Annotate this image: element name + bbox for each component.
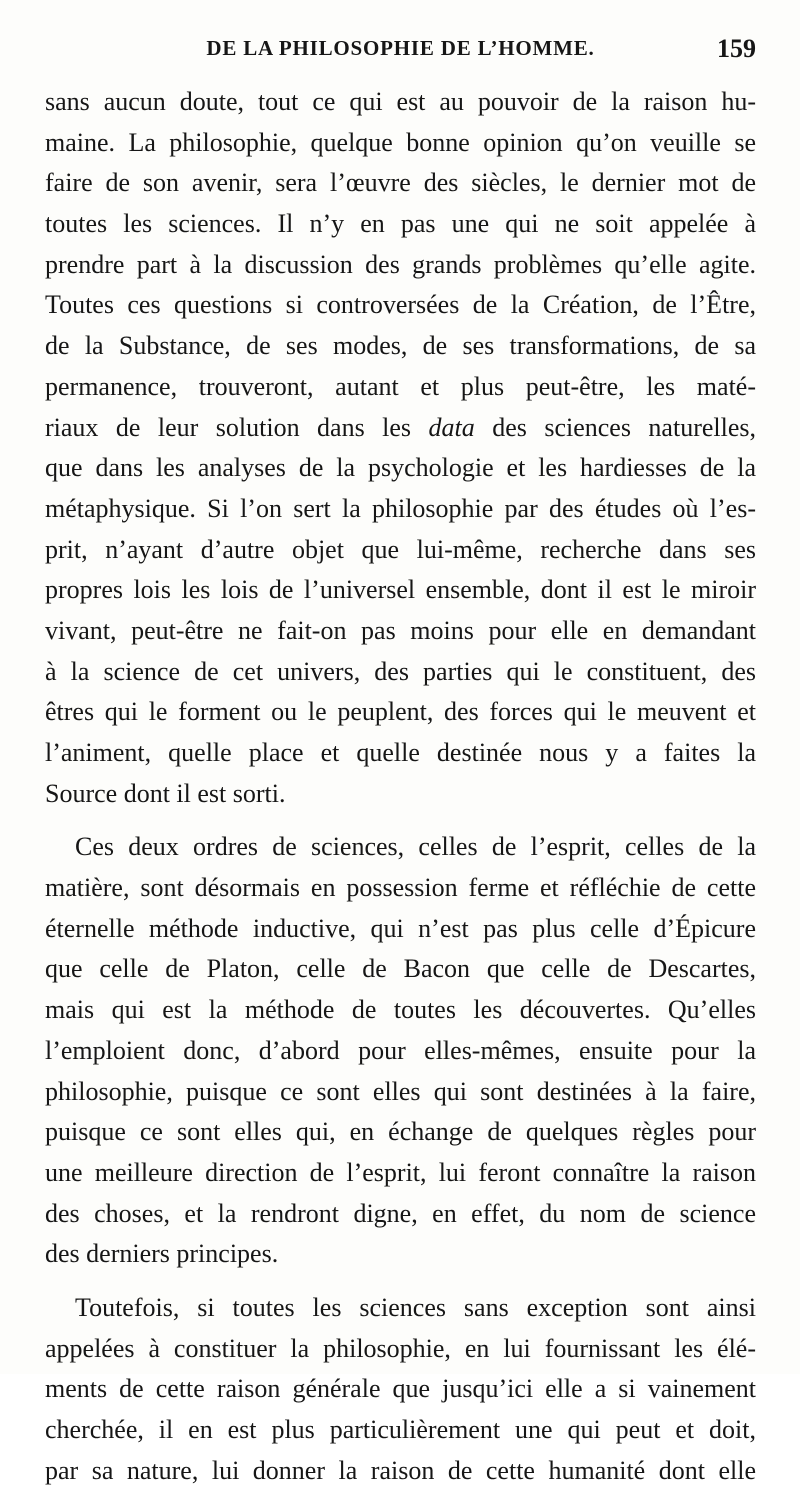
page-number: 159	[717, 34, 756, 63]
text-line: une meilleure direction de l’esprit, lui feront connaître la raison	[45, 1157, 756, 1187]
text-line: puisque ce sont elles qui, en échange de quelques règles pour	[45, 1117, 756, 1147]
running-header	[45, 36, 756, 70]
text-line: sans aucun doute, tout ce qui est au pouvoir de la raison hu-	[45, 87, 756, 116]
text-line: cherchée, il en est plus particulièrement une qui peut et doit,	[45, 1415, 756, 1444]
text-line: l’animent, quelle place et quelle destinée nous y a faites la	[45, 738, 756, 767]
text-line: Source dont il est sorti.	[45, 778, 286, 808]
paragraph-spacer	[45, 814, 756, 827]
line-segment: riaux de leur solution dans les	[45, 412, 429, 442]
text-line: par sa nature, lui donner la raison de cette humanité dont elle	[45, 1455, 756, 1485]
text-line: éternelle méthode inductive, qui n’est pas plus celle d’Épicure	[45, 913, 756, 943]
line-segment: des sciences naturelles,	[474, 412, 756, 442]
text-line: que dans les analyses de la psychologie et les hardiesses de la	[45, 453, 756, 483]
text-line: Toutefois, si toutes les sciences sans exception sont ainsi	[75, 1292, 756, 1322]
paragraph-1	[45, 82, 756, 814]
text-line: appelées à constituer la philosophie, en lui fournissant les élé-	[45, 1333, 756, 1363]
text-line: mais qui est la méthode de toutes les découvertes. Qu’elles	[45, 995, 756, 1025]
text-line: des derniers principes.	[45, 1239, 279, 1269]
text-line: prendre part à la discussion des grands problèmes qu’elle agite.	[45, 249, 756, 279]
text-line: vivant, peut-être ne fait-on pas moins pour elle en demandant	[45, 615, 756, 645]
text-line: Ces deux ordres de sciences, celles de l’esprit, celles de la	[75, 832, 756, 862]
text-line	[45, 408, 756, 449]
paragraph-2	[45, 827, 756, 1275]
running-title: DE LA PHILOSOPHIE DE L’HOMME.	[206, 36, 595, 60]
body-text	[45, 82, 756, 1491]
text-line: permanence, trouveront, autant et plus peut-être, les maté-	[45, 371, 756, 401]
paragraph-spacer	[45, 1275, 756, 1288]
text-line: propres lois les lois de l’universel ensemble, dont il est le miroir	[45, 575, 756, 605]
text-line: de la Substance, de ses modes, de ses transformations, de sa	[45, 331, 756, 361]
text-line: faire de son avenir, sera l’œuvre des siècles, le dernier mot de	[45, 168, 756, 198]
text-line: matière, sont désormais en possession ferme et réfléchie de cette	[45, 873, 756, 903]
text-line: l’emploient donc, d’abord pour elles-mêmes, ensuite pour la	[45, 1035, 756, 1065]
text-line: à la science de cet univers, des parties qui le constituent, des	[45, 656, 756, 686]
text-line: philosophie, puisque ce sont elles qui sont destinées à la faire,	[45, 1076, 756, 1106]
text-line: toutes les sciences. Il n’y en pas une qui ne soit appelée à	[45, 209, 756, 239]
text-line: ments de cette raison générale que jusqu’ici elle a si vainement	[45, 1374, 756, 1404]
text-line: êtres qui le forment ou le peuplent, des forces qui le meuvent et	[45, 697, 756, 727]
text-line: Toutes ces questions si controversées de la Création, de l’Être,	[45, 290, 756, 320]
text-line: prit, n’ayant d’autre objet que lui-même, recherche dans ses	[45, 534, 756, 564]
text-line: maine. La philosophie, quelque bonne opinion qu’on veuille se	[45, 127, 756, 157]
text-line: que celle de Platon, celle de Bacon que celle de Descartes,	[45, 954, 756, 984]
paragraph-3	[45, 1288, 756, 1491]
italic-term: data	[428, 412, 475, 442]
text-line: métaphysique. Si l’on sert la philosophie par des études où l’es-	[45, 493, 756, 523]
text-line: des choses, et la rendront digne, en effet, du nom de science	[45, 1198, 756, 1228]
